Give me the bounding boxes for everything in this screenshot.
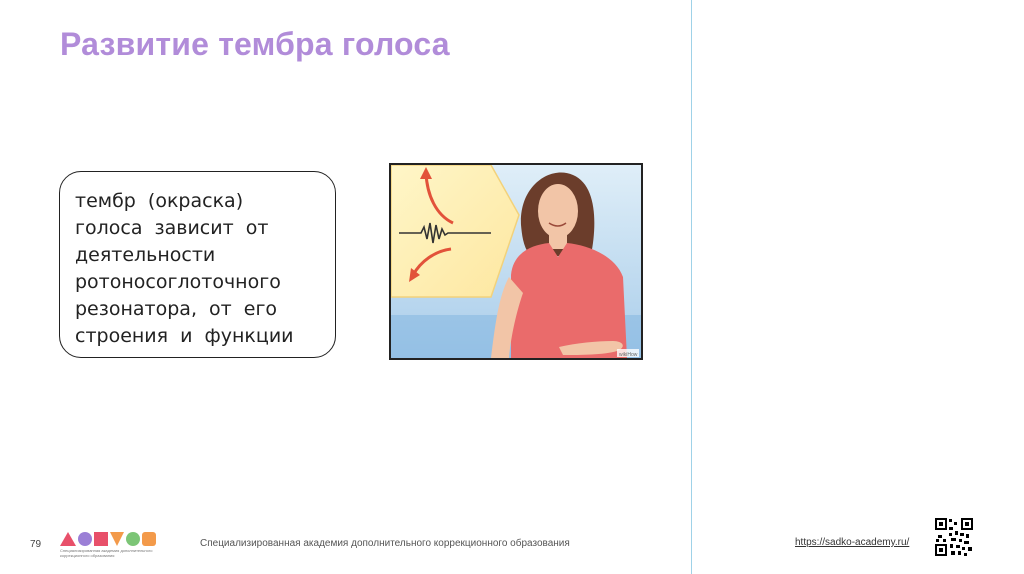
website-link[interactable]: https://sadko-academy.ru/ [795,537,910,548]
qr-code-icon [934,517,974,557]
text-box [59,171,336,358]
text-line: ротоносоглоточного [75,271,281,293]
logo-tagline: Специализированная академия дополнительного коррекционного образования [60,548,153,558]
shirt [511,243,627,358]
text-line: строения и функции [75,325,294,347]
text-line: голоса зависит от [75,217,269,239]
vertical-divider [691,0,692,574]
illustration-svg [391,165,641,358]
academy-name: Специализированная академия дополнительного коррекционного образования [200,538,570,549]
page-title: Развитие тембра голоса [60,26,450,62]
text-line: деятельности [75,244,216,266]
face [538,184,578,238]
page-number: 79 [30,539,42,550]
illustration [389,163,643,360]
watermark-text: wikiHow [619,352,638,358]
qr-code-graphic [934,517,974,557]
neck [549,233,567,249]
text-line: резонатора, от его [75,298,278,320]
text-line: тембр (окраска) [75,190,244,212]
